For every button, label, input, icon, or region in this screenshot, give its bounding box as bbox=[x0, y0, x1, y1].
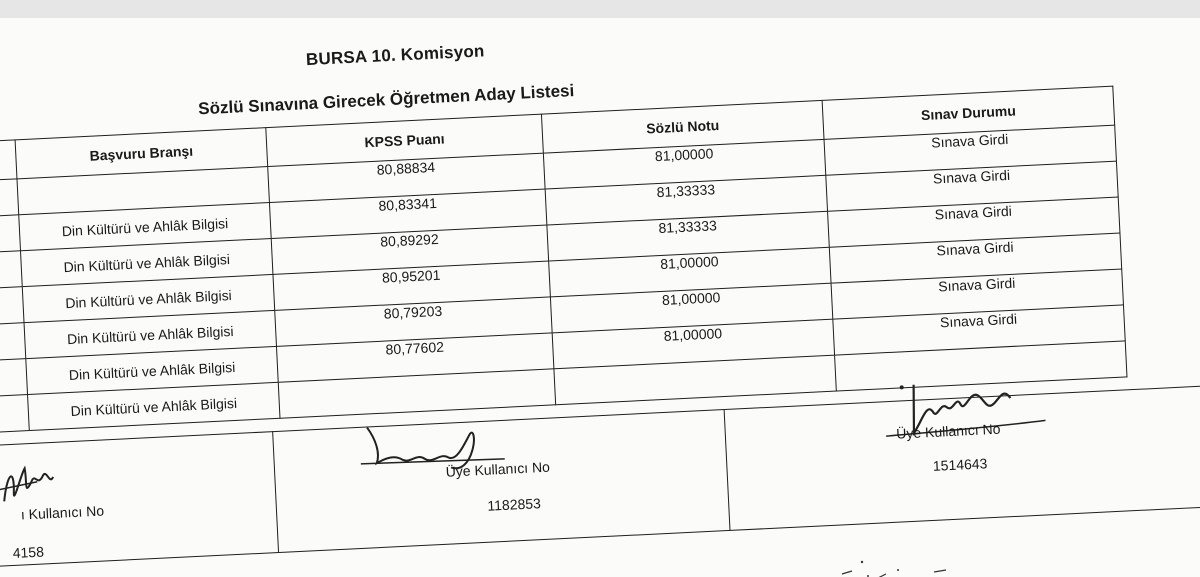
row-index-cell bbox=[0, 179, 19, 218]
sozlu-cell: 81,00000 bbox=[549, 247, 831, 297]
row-index-cell bbox=[0, 395, 29, 434]
document-subtitle: Sözlü Sınavına Girecek Öğretmen Aday Listesi bbox=[197, 81, 575, 119]
header-durum: Sınav Durumu bbox=[822, 86, 1115, 139]
signature-3-label: Üye Kullanıcı No bbox=[895, 420, 1001, 442]
row-index-cell bbox=[0, 251, 22, 290]
scan-specks bbox=[838, 554, 958, 577]
row-index-cell bbox=[0, 359, 28, 398]
brans-cell: Din Kültürü ve Ahlâk Bilgisi bbox=[21, 238, 273, 286]
kpss-cell: 80,89292 bbox=[271, 225, 548, 274]
top-bar bbox=[0, 0, 1200, 18]
sozlu-cell: 81,00000 bbox=[552, 319, 834, 369]
sozlu-cell: 81,00000 bbox=[543, 139, 825, 189]
scanned-document bbox=[0, 18, 1200, 577]
row-index-cell bbox=[0, 215, 21, 254]
header-brans: Başvuru Branşı bbox=[15, 128, 268, 179]
kpss-cell: 80,95201 bbox=[273, 261, 550, 310]
signature-3-number: 1514643 bbox=[932, 455, 988, 474]
signature-2-number: 1182853 bbox=[487, 495, 542, 514]
kpss-cell: 80,79203 bbox=[275, 297, 552, 346]
brans-cell: Din Kültürü ve Ahlâk Bilgisi bbox=[28, 382, 280, 430]
durum-cell: Sınava Girdi bbox=[826, 161, 1118, 211]
kpss-cell: 80,88834 bbox=[268, 153, 545, 202]
row-index-cell bbox=[0, 287, 24, 326]
header-sozlu: Sözlü Notu bbox=[541, 100, 824, 153]
row-index-cell bbox=[0, 323, 26, 362]
sozlu-cell: 81,33333 bbox=[545, 175, 827, 225]
signature-1-number: 4158 bbox=[12, 543, 45, 561]
document-title: BURSA 10. Komisyon bbox=[305, 41, 485, 70]
signature-cell-3 bbox=[724, 383, 1200, 531]
durum-cell: Sınava Girdi bbox=[824, 125, 1116, 175]
signature-2-label: Üye Kullanıcı No bbox=[445, 458, 551, 480]
sozlu-cell: 81,33333 bbox=[547, 211, 829, 261]
durum-cell: Sınava Girdi bbox=[829, 233, 1121, 283]
durum-cell: Sınava Girdi bbox=[833, 305, 1125, 355]
kpss-cell: 80,77602 bbox=[276, 333, 553, 382]
header-kpss: KPSS Puanı bbox=[266, 114, 544, 166]
signature-2-handwriting bbox=[353, 411, 536, 490]
brans-cell: Din Kültürü ve Ahlâk Bilgisi bbox=[26, 346, 278, 394]
durum-cell: Sınava Girdi bbox=[828, 197, 1120, 247]
sozlu-cell: 81,00000 bbox=[550, 283, 832, 333]
brans-cell: Din Kültürü ve Ahlâk Bilgisi bbox=[24, 310, 276, 358]
kpss-cell: 80,83341 bbox=[269, 189, 546, 238]
durum-cell: Sınava Girdi bbox=[831, 269, 1123, 319]
signature-1-label: ı Kullanıcı No bbox=[20, 502, 105, 523]
brans-cell: Din Kültürü ve Ahlâk Bilgisi bbox=[19, 203, 271, 251]
brans-cell: Din Kültürü ve Ahlâk Bilgisi bbox=[22, 274, 274, 322]
signature-cell-1 bbox=[0, 432, 279, 567]
signature-cell-2 bbox=[273, 410, 730, 553]
document-sheet bbox=[0, 18, 1200, 577]
